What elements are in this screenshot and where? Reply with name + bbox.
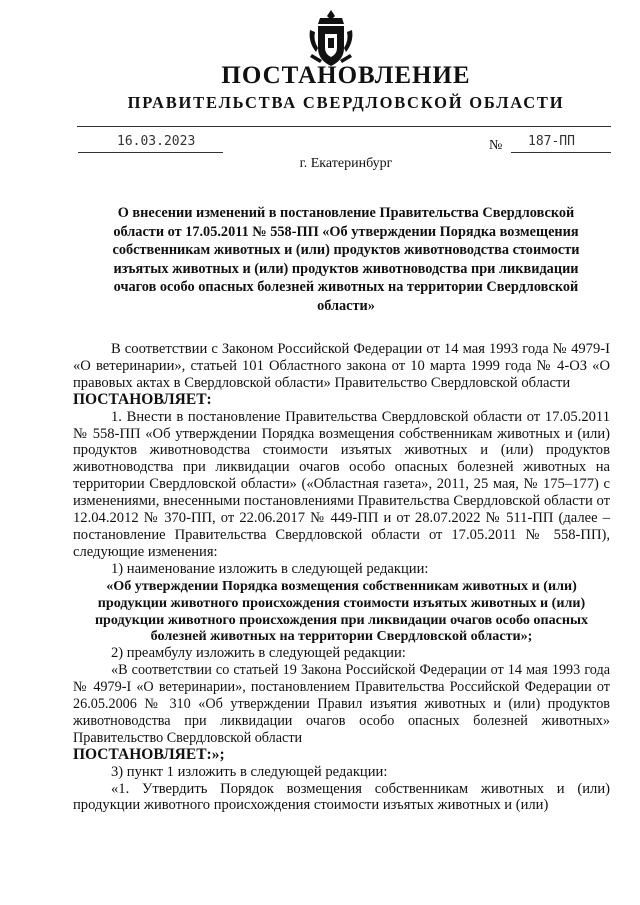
document-body [73,341,610,814]
document-type-title: ПОСТАНОВЛЕНИЕ [221,62,471,89]
coat-of-arms-icon [306,8,356,68]
decrees-label: ПОСТАНОВЛЯЕТ: [73,390,212,408]
decrees-label-quoted: ПОСТАНОВЛЯЕТ:»; [73,745,225,763]
document-date: 16.03.2023 [117,134,196,149]
new-title: «Об утверждении Порядка возмещения собственникам животных и (или) продукции животного происхождения стоимости изъятых животных и (или) продукции животного происхождения при ликвидации очагов особо опасных болезней животных на территории Свердловской области»; [94,577,589,645]
header-rule [77,126,611,127]
number-underline [511,152,611,153]
subitem-1: 1) наименование изложить в следующей редакции: [111,560,429,577]
date-underline [78,152,223,153]
item-1: 1. Внести в постановление Правительства Свердловской области от 17.05.2011 № 558-ПП «Об утверждении Порядка возмещения собственникам животных и (или) продуктов животноводства стоимости изъятых животных и (или) продуктов животноводства при ликвидации очагов особо опасных болезней животных на территории Свердловской области» («Областная газета», 2011, 25 мая, № 175–177) с изменениями, внесенными постановлениями Правительства Свердловской области от 12.04.2012 № 370-ПП, от 22.06.2017 № 449-ПП и от 28.07.2022 № 511-ПП (далее – постановление Правительства Свердловской области от 17.05.2011 № 558-ПП), следующие изменения: [73,408,610,560]
subitem-3: 3) пункт 1 изложить в следующей редакции: [111,763,388,780]
new-preamble: «В соответствии со статьей 19 Закона Российской Федерации от 14 мая 1993 года № 4979-I «О ветеринарии», постановлением Правительства Российской Федерации от 26.05.2006 № 310 «Об утверждении Правил изъятия животных и (или) продуктов животноводства при ликвидации очагов особо опасных болезней животных» Правительство Свердловской области [73,662,610,746]
number-label: № [489,138,503,153]
document-number: 187-ПП [528,134,575,149]
document-heading: О внесении изменений в постановление Правительства Свердловской области от 17.05.2011 № 558-ПП «Об утверждении Порядка возмещения собственникам животных и (или) продуктов животноводства стоимости изъятых животных и (или) продуктов животноводства при ликвидации очагов особо опасных болезней животных на территории Свердловской области» [112,205,580,314]
city: г. Екатеринбург [299,156,393,171]
subitem-2: 2) преамбулу изложить в следующей редакции: [111,645,406,662]
preamble: В соответствии с Законом Российской Федерации от 14 мая 1993 года № 4979-I «О ветеринарии», статьей 101 Областного закона от 10 марта 1999 года № 4-ОЗ «О правовых актах в Свердловской области» Правительство Свердловской области [73,341,610,391]
item-1-new-text: «1. Утвердить Порядок возмещения собственникам животных и (или) продукции животного происхождения стоимости изъятых животных и (или) [73,780,610,814]
issuer-title: ПРАВИТЕЛЬСТВА СВЕРДЛОВСКОЙ ОБЛАСТИ [127,93,565,112]
